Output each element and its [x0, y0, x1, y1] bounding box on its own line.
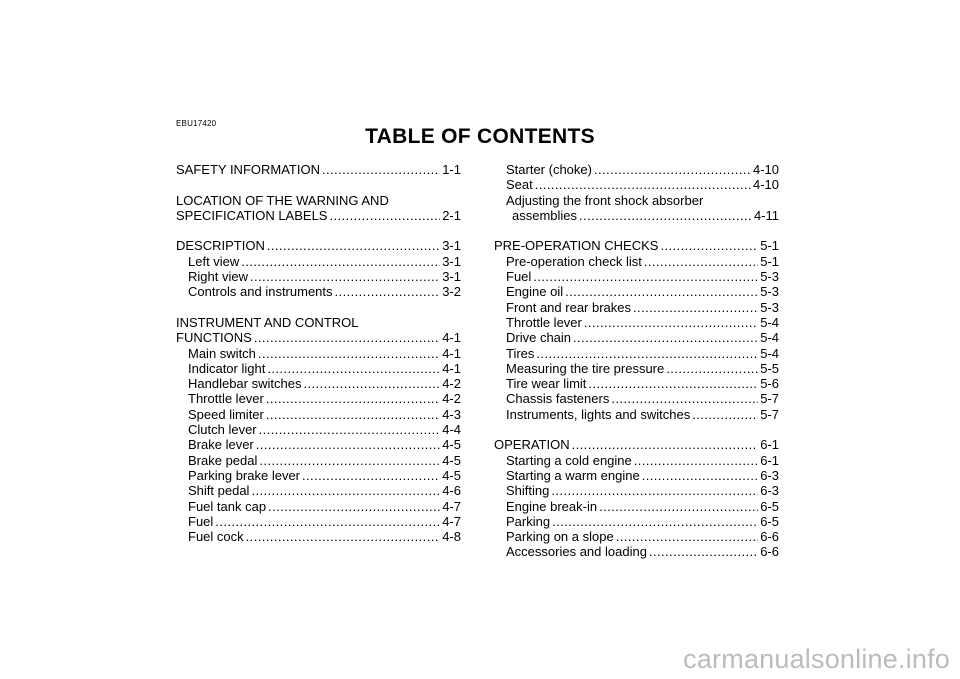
toc-entry-page: 5-5	[760, 360, 779, 376]
toc-entry-throttle-lever[interactable]	[176, 391, 461, 406]
dot-leader	[266, 407, 440, 422]
toc-entry-label: Main switch	[188, 345, 256, 361]
toc-entry-page: 4-1	[442, 345, 461, 361]
toc-entry-tire-wear-limit[interactable]	[494, 376, 779, 391]
dot-leader	[588, 376, 758, 391]
dot-leader	[633, 300, 758, 315]
toc-entry-label: Parking on a slope	[506, 529, 614, 545]
dot-leader	[535, 177, 751, 192]
toc-entry-label: Front and rear brakes	[506, 299, 632, 315]
toc-entry-parking[interactable]	[494, 514, 779, 529]
toc-entry-label: PRE-OPERATION CHECKS	[494, 238, 659, 254]
dot-leader	[565, 284, 758, 299]
page-title: TABLE OF CONTENTS	[365, 125, 595, 148]
dot-leader	[642, 468, 759, 483]
dot-leader	[644, 254, 758, 269]
toc-entry-page: 5-1	[760, 238, 779, 254]
toc-entry-page: 5-4	[760, 314, 779, 330]
toc-entry-page: 5-4	[760, 330, 779, 346]
toc-entry-label: Engine oil	[506, 284, 564, 300]
toc-entry-label: Handlebar switches	[188, 376, 302, 392]
toc-entry-parking-brake-lever[interactable]	[176, 468, 461, 483]
toc-entry-clutch-lever[interactable]	[176, 422, 461, 437]
dot-leader	[259, 422, 441, 437]
toc-entry-fuel[interactable]	[176, 514, 461, 529]
dot-leader	[303, 376, 440, 391]
dot-leader	[256, 437, 440, 452]
dot-leader	[573, 330, 758, 345]
toc-entry-page: 3-2	[442, 284, 461, 300]
toc-entry-page: 4-3	[442, 406, 461, 422]
toc-entry-label: Throttle lever	[506, 314, 582, 330]
toc-entry-label: Shifting	[506, 483, 550, 499]
toc-entry-starting-a-cold-engine[interactable]	[494, 453, 779, 468]
dot-leader	[251, 483, 440, 498]
toc-entry-shifting[interactable]	[494, 483, 779, 498]
toc-entry-label: Starting a cold engine	[506, 452, 632, 468]
toc-entry-label: Left view	[188, 253, 240, 269]
dot-leader	[616, 529, 759, 544]
toc-entry-label: Tires	[506, 345, 535, 361]
toc-entry-label: Controls and instruments	[188, 284, 333, 300]
toc-entry-label: Shift pedal	[188, 483, 250, 499]
toc-entry-page: 5-4	[760, 345, 779, 361]
toc-entry-instruments-lights-and-switches[interactable]	[494, 407, 779, 422]
toc-entry-page: 4-5	[442, 452, 461, 468]
toc-entry-accessories-and-loading[interactable]	[494, 544, 779, 559]
dot-leader	[335, 284, 441, 299]
toc-entry-label: FUNCTIONS	[176, 330, 252, 346]
dot-leader	[552, 514, 758, 529]
toc-entry-label: Parking	[506, 513, 551, 529]
dot-leader	[660, 238, 758, 253]
toc-entry-label: Speed limiter	[188, 406, 264, 422]
dot-leader	[246, 529, 441, 544]
dot-leader	[551, 483, 758, 498]
toc-spacer	[176, 223, 461, 238]
toc-entry-page: 4-11	[753, 207, 779, 223]
toc-entry-parking-on-a-slope[interactable]	[494, 529, 779, 544]
toc-entry-label: Fuel	[188, 513, 214, 529]
toc-entry-safety-information[interactable]	[176, 162, 461, 177]
toc-entry-label: Fuel cock	[188, 529, 244, 545]
toc-entry-label: Instruments, lights and switches	[506, 406, 691, 422]
toc-entry-page: 6-6	[760, 544, 779, 560]
toc-entry-label: Measuring the tire pressure	[506, 360, 665, 376]
toc-entry-indicator-light[interactable]	[176, 361, 461, 376]
toc-entry-page: 4-1	[442, 330, 461, 346]
toc-entry-page: 4-1	[442, 360, 461, 376]
toc-heading-line: INSTRUMENT AND CONTROL	[176, 314, 359, 330]
toc-entry-throttle-lever[interactable]	[494, 315, 779, 330]
toc-entry-handlebar-switches[interactable]	[176, 376, 461, 391]
toc-heading-line: Adjusting the front shock absorber	[506, 192, 704, 208]
toc-entry-pre-operation-checks[interactable]	[494, 238, 779, 253]
toc-entry-page: 6-3	[760, 467, 779, 483]
toc-entry-tires[interactable]	[494, 346, 779, 361]
toc-entry-page: 4-10	[752, 162, 779, 177]
dot-leader	[258, 346, 440, 361]
dot-leader	[250, 269, 440, 284]
toc-entry-label: Drive chain	[506, 330, 572, 346]
toc-entry-label: Starting a warm engine	[506, 467, 640, 483]
toc-entry-starting-a-warm-engine[interactable]	[494, 468, 779, 483]
toc-entry-page: 2-1	[442, 207, 461, 223]
toc-entry-shift-pedal[interactable]	[176, 483, 461, 498]
toc-entry-page: 5-6	[760, 376, 779, 392]
toc-entry-label: Clutch lever	[188, 422, 257, 438]
toc-entry-page: 1-1	[442, 162, 461, 177]
watermark: carmanualsonline.info	[683, 644, 950, 674]
dot-leader	[649, 544, 758, 559]
toc-spacer	[176, 300, 461, 315]
dot-leader	[259, 453, 440, 468]
toc-entry-functions[interactable]	[176, 330, 461, 345]
toc-entry-label: Fuel	[506, 269, 532, 285]
toc-entry-page: 5-3	[760, 299, 779, 315]
dot-leader	[594, 162, 751, 177]
toc-entry-drive-chain[interactable]	[494, 330, 779, 345]
dot-leader	[536, 346, 758, 361]
toc-entry-page: 5-1	[760, 253, 779, 269]
toc-entry-page: 6-1	[760, 437, 779, 453]
toc-entry-label: Right view	[188, 269, 248, 285]
toc-entry-label: assemblies	[512, 207, 578, 223]
dot-leader	[611, 391, 758, 406]
toc-entry-label: Engine break-in	[506, 498, 598, 514]
toc-entry-description[interactable]	[176, 238, 461, 253]
toc-entry-page: 4-2	[442, 391, 461, 407]
toc-entry-label: SAFETY INFORMATION	[176, 162, 320, 177]
dot-leader	[584, 315, 758, 330]
toc-entry-right-view[interactable]	[176, 269, 461, 284]
toc-entry-label: Seat	[506, 177, 533, 193]
dot-leader	[533, 269, 758, 284]
toc-entry-measuring-the-tire-pressure[interactable]	[494, 361, 779, 376]
toc-entry-label: Brake pedal	[188, 452, 258, 468]
toc-entry-brake-lever[interactable]	[176, 437, 461, 452]
toc-entry-page: 3-1	[442, 238, 461, 254]
toc-entry-page: 5-7	[760, 406, 779, 422]
dot-leader	[322, 162, 440, 177]
dot-leader	[634, 453, 758, 468]
toc-entry-label: SPECIFICATION LABELS	[176, 207, 328, 223]
dot-leader	[572, 437, 759, 452]
toc-right-column	[494, 162, 779, 560]
toc-entry-page: 4-7	[442, 498, 461, 514]
toc-spacer	[176, 177, 461, 192]
toc-entry-page: 4-4	[442, 422, 461, 438]
toc-spacer	[494, 223, 779, 238]
toc-entry-left-view[interactable]	[176, 254, 461, 269]
dot-leader	[254, 330, 440, 345]
toc-entry-engine-oil[interactable]	[494, 284, 779, 299]
toc-entry-label: Indicator light	[188, 360, 266, 376]
toc-entry-page: 4-8	[442, 529, 461, 545]
toc-entry-page: 6-1	[760, 452, 779, 468]
toc-entry-page: 3-1	[442, 253, 461, 269]
toc-entry-pre-operation-check-list[interactable]	[494, 254, 779, 269]
toc-entry-label: DESCRIPTION	[176, 238, 265, 254]
toc-entry-page: 4-6	[442, 483, 461, 499]
toc-entry-label: Starter (choke)	[506, 162, 592, 177]
toc-entry-page: 6-3	[760, 483, 779, 499]
dot-leader	[268, 499, 440, 514]
toc-entry-label: Brake lever	[188, 437, 254, 453]
dot-leader	[692, 407, 758, 422]
toc-entry-label: Fuel tank cap	[188, 498, 267, 514]
toc-entry-page: 4-2	[442, 376, 461, 392]
toc-entry-controls-and-instruments[interactable]	[176, 284, 461, 299]
toc-entry-page: 6-5	[760, 498, 779, 514]
toc-entry-fuel-tank-cap[interactable]	[176, 499, 461, 514]
toc-entry-front-and-rear-brakes[interactable]	[494, 300, 779, 315]
toc-entry-page: 6-6	[760, 529, 779, 545]
dot-leader	[241, 254, 440, 269]
toc-entry-label: Accessories and loading	[506, 544, 647, 560]
document-code: EBU17420	[176, 119, 217, 128]
toc-entry-page: 4-7	[442, 513, 461, 529]
toc-entry-operation[interactable]	[494, 437, 779, 452]
dot-leader	[266, 391, 440, 406]
toc-spacer	[494, 422, 779, 437]
toc-heading-line: LOCATION OF THE WARNING AND	[176, 192, 389, 208]
toc-entry-fuel-cock[interactable]	[176, 529, 461, 544]
toc-entry-label: Pre-operation check list	[506, 253, 642, 269]
dot-leader	[267, 238, 440, 253]
toc-entry-seat[interactable]	[494, 177, 779, 192]
toc-entry-label: Throttle lever	[188, 391, 264, 407]
toc-entry-page: 6-5	[760, 513, 779, 529]
toc-entry-page: 4-5	[442, 467, 461, 483]
toc-entry-page: 3-1	[442, 269, 461, 285]
toc-entry-label: Tire wear limit	[506, 376, 587, 392]
toc-entry-chassis-fasteners[interactable]	[494, 391, 779, 406]
toc-entry-specification-labels[interactable]	[176, 208, 461, 223]
dot-leader	[267, 361, 440, 376]
toc-entry-page: 4-5	[442, 437, 461, 453]
toc-entry-page: 5-7	[760, 391, 779, 407]
toc-entry-page: 4-10	[752, 177, 779, 193]
toc-entry-main-switch[interactable]	[176, 346, 461, 361]
toc-entry-label: Parking brake lever	[188, 467, 300, 483]
toc-left-column	[176, 162, 461, 544]
toc-entry-page: 5-3	[760, 284, 779, 300]
toc-entry-starter-choke[interactable]	[494, 162, 779, 177]
dot-leader	[579, 208, 752, 223]
toc-entry-assemblies[interactable]	[494, 208, 779, 223]
toc-entry-engine-break-in[interactable]	[494, 499, 779, 514]
dot-leader	[215, 514, 440, 529]
dot-leader	[302, 468, 440, 483]
dot-leader	[666, 361, 758, 376]
dot-leader	[599, 499, 758, 514]
toc-entry-brake-pedal[interactable]	[176, 453, 461, 468]
toc-entry-speed-limiter[interactable]	[176, 407, 461, 422]
dot-leader	[329, 208, 440, 223]
toc-entry-page: 5-3	[760, 269, 779, 285]
toc-entry-fuel[interactable]	[494, 269, 779, 284]
toc-entry-label: OPERATION	[494, 437, 570, 453]
toc-entry-label: Chassis fasteners	[506, 391, 610, 407]
